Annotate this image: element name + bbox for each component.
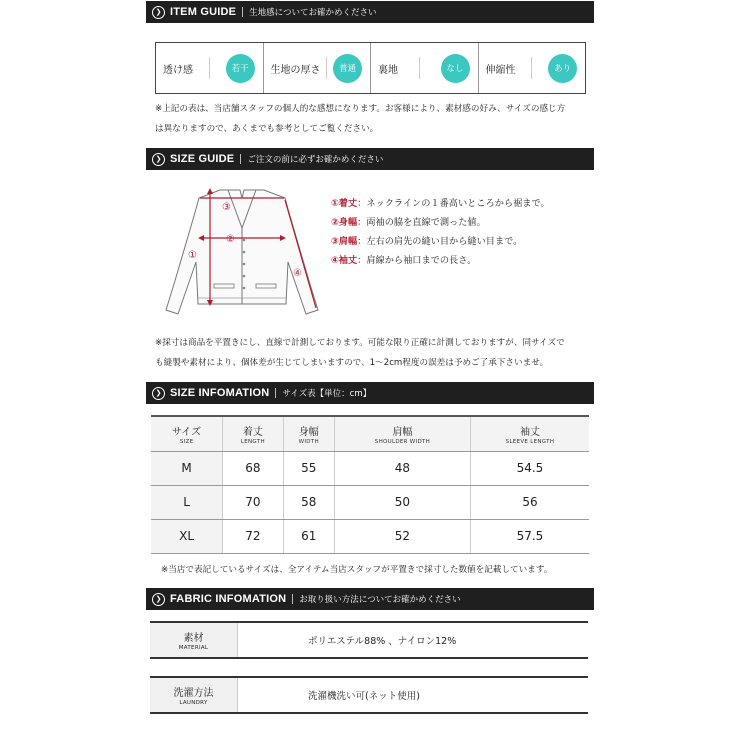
header-en: SLEEVE LENGTH (505, 438, 555, 445)
length-cell: 72 (223, 519, 283, 553)
item-label: 透け感 (163, 64, 193, 76)
laundry-label-en: LAUNDRY (179, 700, 208, 706)
size-guide-legend (331, 192, 550, 268)
size-info-note: ※当店で表記しているサイズは、全アイテム当店スタッフが平置きで採寸した数値を記載しています。 (161, 565, 553, 575)
item-cell-sheerness (156, 43, 264, 93)
item-guide-subtitle: 生地感についてお確かめください (249, 8, 377, 18)
chevron-right-icon: ❯ (152, 153, 165, 166)
note-line: ※採寸は商品を平置きにし、直線で計測しております。可能な限り正確に計測しておりますが、同サイズで (155, 338, 565, 348)
legend-row (331, 211, 550, 230)
item-value-badge: 若干 (226, 54, 255, 83)
material-label: 素材 (183, 633, 204, 644)
material-label-en: MATERIAL (178, 645, 209, 651)
length-cell: 68 (223, 451, 283, 485)
divider (326, 57, 327, 79)
chevron-right-icon: ❯ (152, 387, 165, 400)
table-header-row (151, 416, 589, 451)
column-header-shoulder (334, 416, 470, 451)
header-jp: 身幅 (298, 426, 319, 438)
column-header-size (151, 416, 223, 451)
legend-key: ①着丈 (331, 197, 358, 209)
note-line: は異なりますので、あくまでも参考としてご覧ください。 (155, 124, 379, 134)
fabric-info-title: FABRIC INFOMATION (170, 593, 287, 605)
cardigan-illustration (160, 184, 320, 324)
column-header-length (223, 416, 283, 451)
legend-text: ：肩線から袖口までの長さ。 (357, 254, 477, 266)
size-cell: XL (151, 519, 223, 553)
width-cell: 58 (283, 485, 334, 519)
table-row (151, 451, 589, 485)
note-line: ※上記の表は、当店舗スタッフの個人的な感想になります。お客様により、素材感の好み、サイズの感じ方 (155, 104, 566, 114)
item-guide-note (155, 99, 595, 139)
diagram-label-2: ② (226, 234, 235, 245)
laundry-label-cell (150, 678, 238, 712)
divider (242, 7, 243, 17)
size-guide-header (146, 148, 594, 170)
legend-row (331, 249, 550, 268)
legend-text: ：ネックラインの１番高いところから裾まで。 (357, 197, 550, 209)
header-jp: 着丈 (242, 426, 263, 438)
item-value-badge: なし (441, 54, 470, 83)
size-info-subtitle: サイズ表【単位：cm】 (282, 389, 372, 399)
chevron-right-icon: ❯ (152, 6, 165, 19)
divider (292, 594, 293, 604)
legend-key: ③肩幅 (331, 235, 358, 247)
item-value-badge: あり (548, 54, 577, 83)
diagram-label-3: ③ (222, 202, 231, 213)
item-value-badge: 普通 (333, 54, 362, 83)
size-cell: L (151, 485, 223, 519)
shoulder-cell: 50 (334, 485, 470, 519)
shoulder-cell: 52 (334, 519, 470, 553)
divider (209, 57, 210, 79)
size-guide-title: SIZE GUIDE (170, 153, 235, 165)
shoulder-cell: 48 (334, 451, 470, 485)
item-label: 裏地 (378, 64, 398, 76)
length-cell: 70 (223, 485, 283, 519)
fabric-info-header (146, 588, 594, 610)
legend-row (331, 230, 550, 249)
header-en: SHOULDER WIDTH (374, 438, 431, 445)
item-guide-table (155, 42, 586, 94)
laundry-value: 洗濯機洗い可(ネット使用) (308, 691, 420, 702)
item-guide-title: ITEM GUIDE (170, 6, 237, 18)
header-jp: 肩幅 (392, 426, 413, 438)
size-info-header (146, 382, 594, 404)
material-row (150, 621, 588, 659)
laundry-row (150, 676, 588, 714)
fabric-info-subtitle: お取り扱い方法についてお確かめください (299, 595, 461, 605)
divider (275, 388, 276, 398)
diagram-label-1: ① (188, 250, 197, 261)
note-line: も縫製や素材により、個体差が生じてしまいますので、1〜2cm程度の誤差は予めご了承下さいませ。 (155, 358, 549, 368)
sleeve-cell: 57.5 (470, 519, 589, 553)
item-cell-lining (371, 43, 479, 93)
table-row (151, 519, 589, 553)
size-table (151, 415, 589, 554)
divider (531, 57, 532, 79)
table-row (151, 485, 589, 519)
chevron-right-icon: ❯ (152, 593, 165, 606)
sleeve-cell: 56 (470, 485, 589, 519)
divider (240, 154, 241, 164)
laundry-label: 洗濯方法 (173, 688, 214, 699)
sleeve-cell: 54.5 (470, 451, 589, 485)
legend-key: ④袖丈 (331, 254, 358, 266)
width-cell: 61 (283, 519, 334, 553)
size-guide-subtitle: ご注文の前に必ずお確かめください (247, 155, 384, 165)
item-guide-header (146, 1, 594, 23)
header-en: LENGTH (240, 438, 265, 445)
item-cell-stretch (479, 43, 586, 93)
item-label: 伸縮性 (485, 64, 516, 76)
legend-text: ：両袖の脇を直線で測った値。 (357, 216, 486, 228)
width-cell: 55 (283, 451, 334, 485)
item-label: 生地の厚さ (270, 64, 321, 76)
cardigan-diagram (160, 184, 320, 324)
header-jp: 袖丈 (519, 426, 540, 438)
column-header-width (283, 416, 334, 451)
header-jp: サイズ (171, 426, 202, 438)
column-header-sleeve (470, 416, 589, 451)
size-guide-note (155, 333, 595, 373)
legend-row (331, 192, 550, 211)
item-cell-thickness (264, 43, 372, 93)
material-value: ポリエステル88% 、ナイロン12% (308, 636, 457, 647)
legend-text: ：左右の肩先の縫い目から縫い目まで。 (357, 235, 523, 247)
material-label-cell (150, 623, 238, 657)
legend-key: ②身幅 (331, 216, 358, 228)
size-cell: M (151, 451, 223, 485)
header-en: SIZE (179, 438, 194, 445)
diagram-label-4: ④ (293, 268, 302, 279)
header-en: WIDTH (298, 438, 319, 445)
size-info-title: SIZE INFOMATION (170, 387, 270, 399)
divider (419, 57, 420, 79)
